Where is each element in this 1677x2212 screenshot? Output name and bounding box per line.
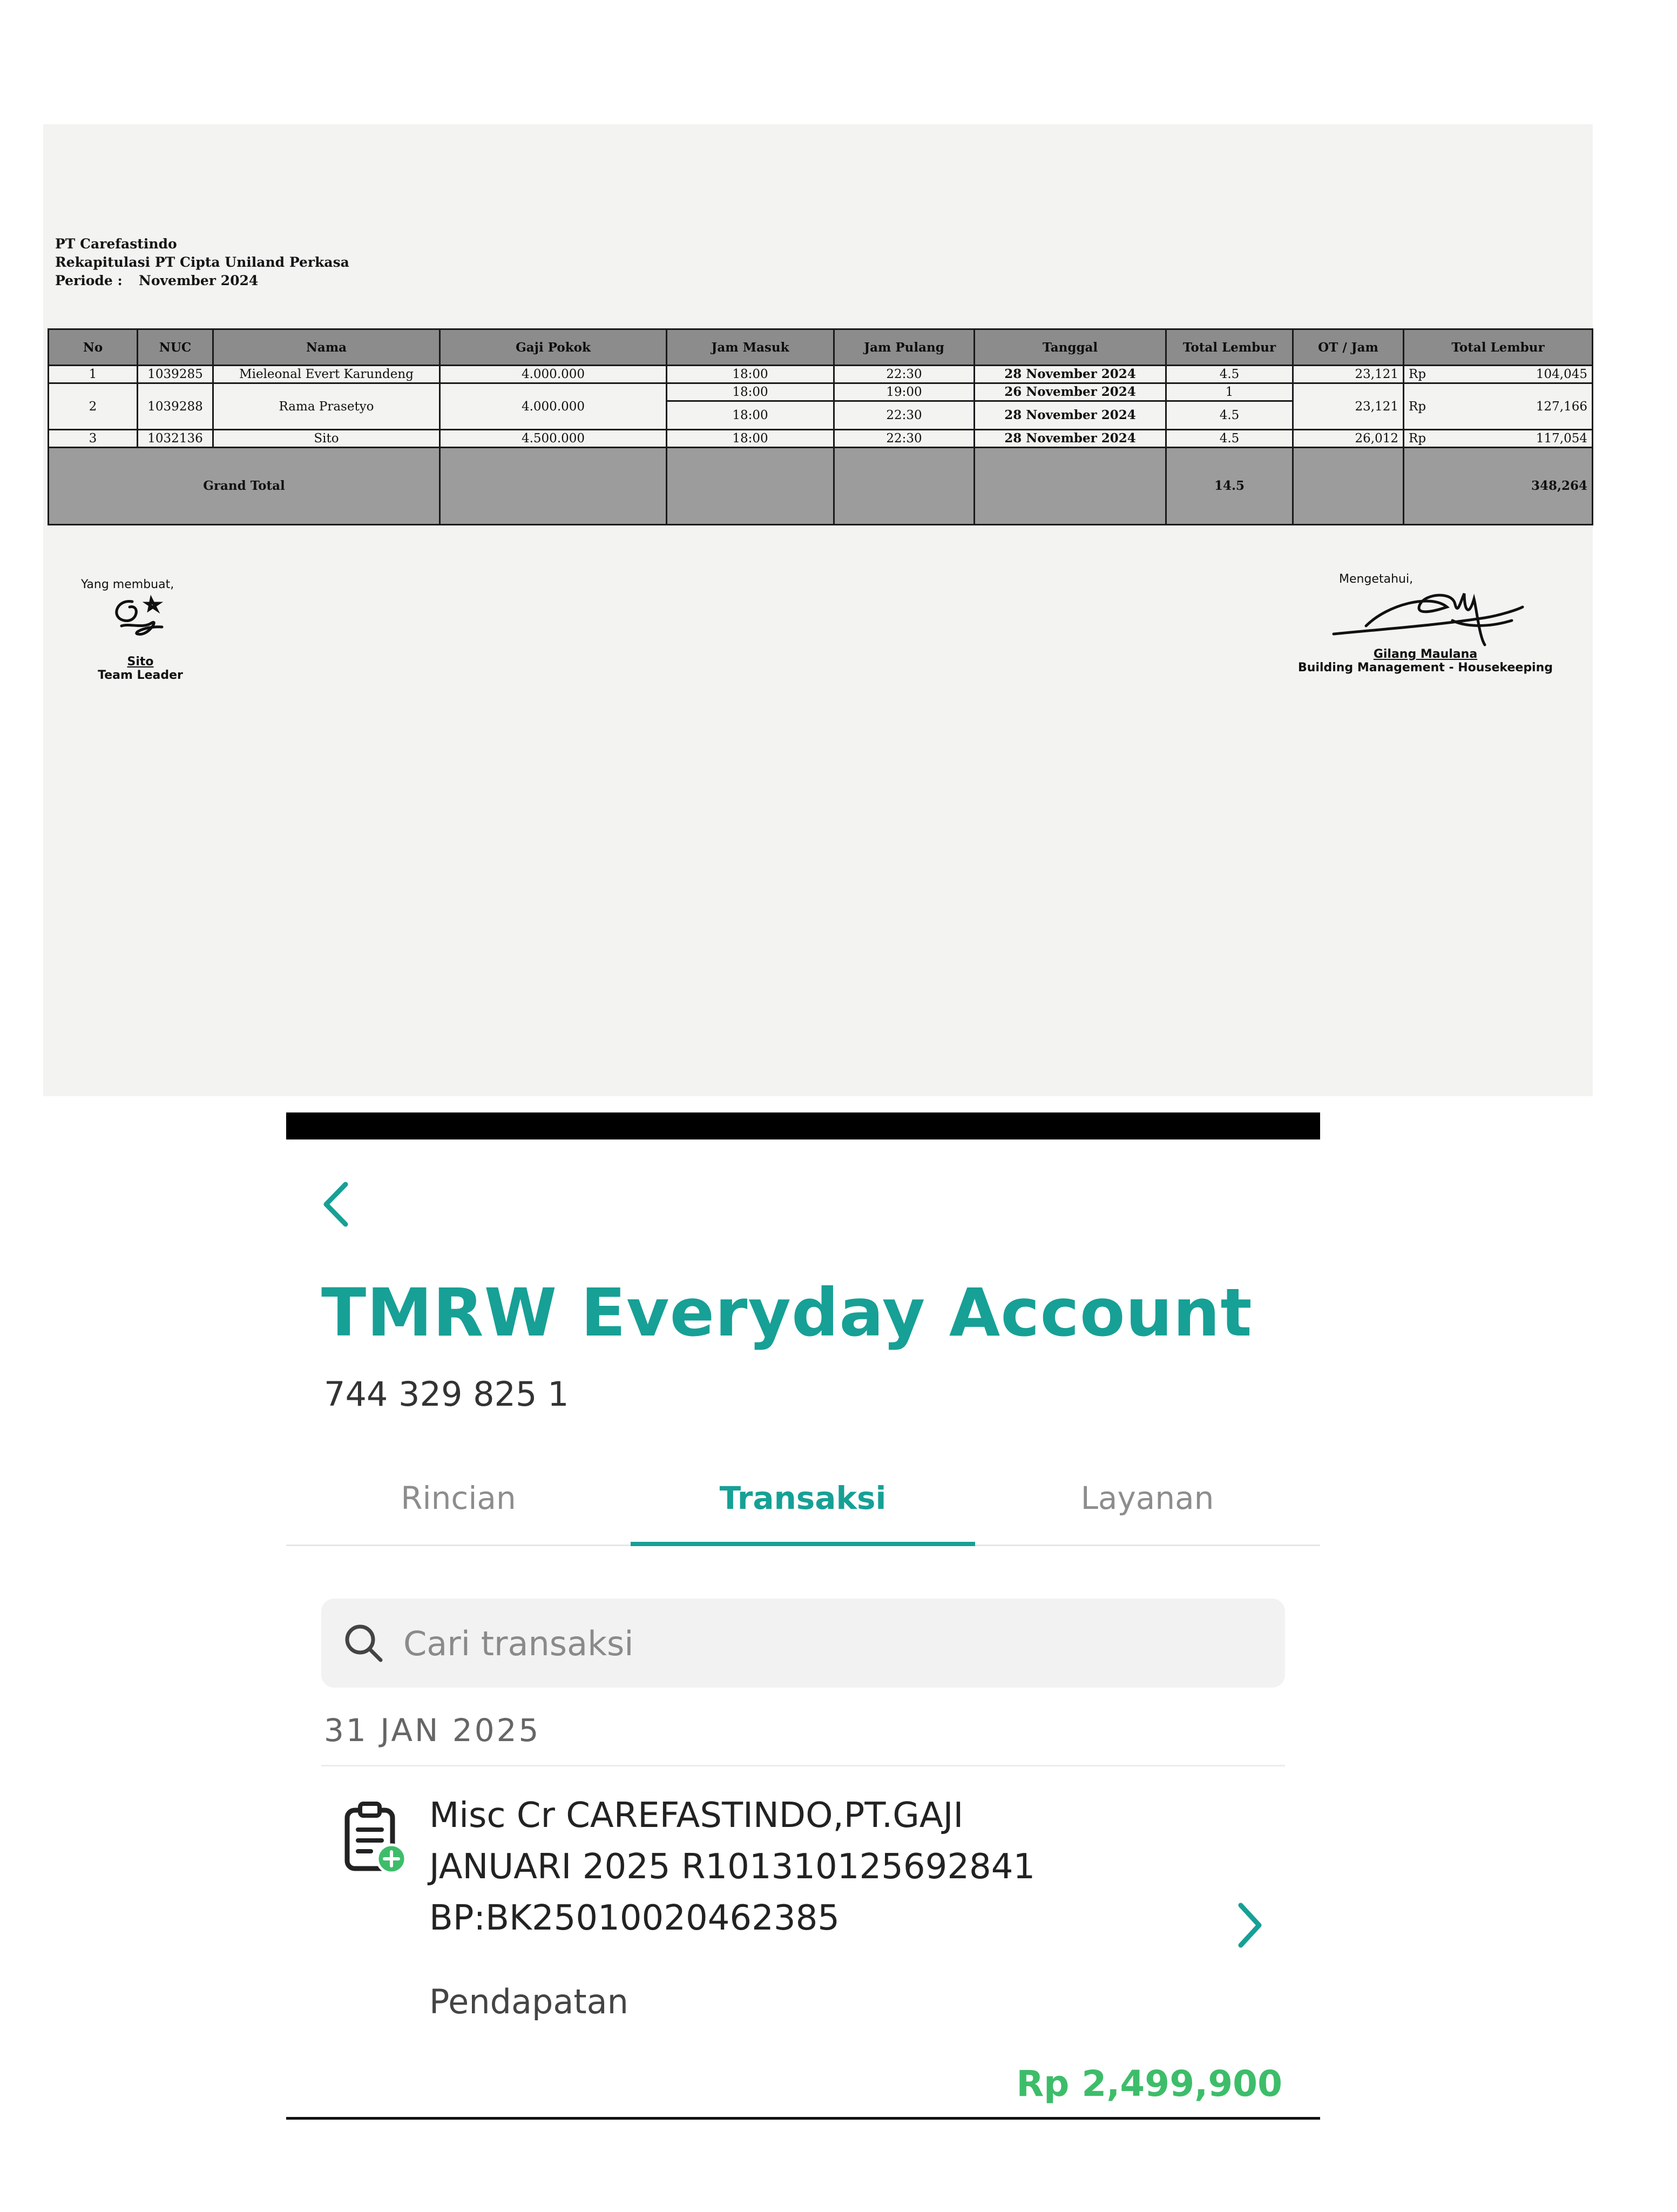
column-header: No	[49, 329, 138, 366]
cell-masuk: 18:00	[667, 383, 834, 401]
column-header: OT / Jam	[1293, 329, 1404, 366]
cell-gaji: 4.000.000	[440, 383, 667, 430]
cell-no: 1	[49, 366, 138, 383]
amount: 117,054	[1536, 431, 1587, 446]
grand-total-amount: 348,264	[1404, 448, 1593, 525]
signature-label: Mengetahui,	[1339, 572, 1414, 586]
period-label: Periode :	[55, 273, 123, 288]
cell-lembur: 4.5	[1166, 366, 1293, 383]
grand-empty-cell	[1293, 448, 1404, 525]
table-row	[49, 366, 1593, 383]
tab-rincian[interactable]: Rincian	[401, 1480, 516, 1516]
cell-total	[1404, 366, 1593, 383]
cell-nama: Rama Prasetyo	[213, 383, 440, 430]
amount: 104,045	[1536, 367, 1587, 381]
search-icon	[342, 1621, 385, 1664]
cell-total	[1404, 430, 1593, 448]
company-name: PT Carefastindo	[55, 236, 177, 252]
grand-empty-cell	[440, 448, 667, 525]
tab-bar	[286, 1469, 1320, 1546]
column-header: Tanggal	[975, 329, 1166, 366]
cell-tanggal: 28 November 2024	[975, 366, 1166, 383]
cell-nuc: 1039288	[138, 383, 213, 430]
signer-role: Building Management - Housekeeping	[1297, 661, 1553, 675]
description-line: Misc Cr CAREFASTINDO,PT.GAJI	[429, 1796, 964, 1836]
cell-total	[1404, 383, 1593, 430]
grand-empty-cell	[667, 448, 834, 525]
column-header: Total Lembur	[1166, 329, 1293, 366]
cell-pulang: 22:30	[834, 430, 975, 448]
grand-empty-cell	[975, 448, 1166, 525]
column-header: NUC	[138, 329, 213, 366]
cell-nuc: 1039285	[138, 366, 213, 383]
tab-transaksi[interactable]: Transaksi	[631, 1469, 975, 1545]
column-header: Jam Pulang	[834, 329, 975, 366]
description-line: JANUARI 2025 R101310125692841	[429, 1847, 1036, 1887]
column-header: Nama	[213, 329, 440, 366]
table-row	[49, 430, 1593, 448]
signer-name: Gilang Maulana	[1373, 648, 1478, 661]
column-header: Jam Masuk	[667, 329, 834, 366]
transaction-amount: Rp 2,499,900	[1016, 2063, 1282, 2105]
banking-app-screen	[286, 1112, 1320, 2122]
bottom-divider	[286, 2117, 1320, 2120]
transaction-category: Pendapatan	[429, 1982, 628, 2021]
column-header: Gaji Pokok	[440, 329, 667, 366]
signer-name: Sito	[127, 655, 154, 669]
cell-masuk: 18:00	[667, 401, 834, 430]
description-line: BP:BK25010020462385	[429, 1898, 840, 1938]
cell-nama: Mieleonal Evert Karundeng	[213, 366, 440, 383]
signature-label: Yang membuat,	[81, 578, 174, 591]
status-bar	[286, 1112, 1320, 1139]
cell-tanggal: 28 November 2024	[975, 430, 1166, 448]
period-value: November 2024	[139, 273, 259, 288]
document-header	[55, 235, 349, 290]
column-header: Total Lembur	[1404, 329, 1593, 366]
cell-lembur: 1	[1166, 383, 1293, 401]
signature-scribble-right	[1323, 588, 1528, 648]
amount: 127,166	[1536, 399, 1587, 414]
account-title: TMRW Everyday Account	[321, 1274, 1253, 1351]
cell-lembur: 4.5	[1166, 401, 1293, 430]
cell-no: 2	[49, 383, 138, 430]
overtime-table	[48, 328, 1593, 525]
table-row	[49, 383, 1593, 401]
transaction-item[interactable]	[286, 1769, 1320, 2105]
search-input[interactable]	[402, 1615, 1268, 1673]
account-number: 744 329 825 1	[324, 1374, 569, 1414]
cell-masuk: 18:00	[667, 430, 834, 448]
search-bar	[321, 1599, 1285, 1688]
document-subtitle: Rekapitulasi PT Cipta Uniland Perkasa	[55, 254, 349, 270]
scanned-document	[43, 124, 1593, 1096]
cell-masuk: 18:00	[667, 366, 834, 383]
grand-total-hours: 14.5	[1166, 448, 1293, 525]
cell-ot: 23,121	[1293, 383, 1404, 430]
currency: Rp	[1409, 367, 1426, 381]
signature-block-left	[81, 578, 200, 682]
chevron-right-icon	[1231, 1896, 1269, 1955]
cell-nama: Sito	[213, 430, 440, 448]
cell-lembur: 4.5	[1166, 430, 1293, 448]
tab-layanan[interactable]: Layanan	[1080, 1480, 1214, 1516]
cell-gaji: 4.500.000	[440, 430, 667, 448]
grand-total-row	[49, 448, 1593, 525]
cell-tanggal: 28 November 2024	[975, 401, 1166, 430]
date-header: 31 JAN 2025	[324, 1712, 541, 1749]
currency: Rp	[1409, 431, 1426, 446]
cell-ot: 23,121	[1293, 366, 1404, 383]
transaction-description	[429, 1790, 1131, 1944]
period-row	[55, 272, 349, 290]
signature-scribble-left	[100, 594, 181, 653]
back-chevron-icon	[312, 1175, 361, 1234]
cell-pulang: 22:30	[834, 401, 975, 430]
cell-pulang: 19:00	[834, 383, 975, 401]
grand-total-label: Grand Total	[49, 448, 440, 525]
cell-no: 3	[49, 430, 138, 448]
cell-gaji: 4.000.000	[440, 366, 667, 383]
cell-pulang: 22:30	[834, 366, 975, 383]
signer-role: Team Leader	[98, 669, 183, 682]
cell-tanggal: 26 November 2024	[975, 383, 1166, 401]
currency: Rp	[1409, 399, 1426, 414]
receipt-plus-icon	[332, 1798, 413, 1879]
divider	[321, 1765, 1285, 1766]
grand-empty-cell	[834, 448, 975, 525]
cell-nuc: 1032136	[138, 430, 213, 448]
signature-block-right	[1285, 572, 1566, 675]
back-button[interactable]	[312, 1175, 361, 1234]
table-header-row	[49, 329, 1593, 366]
cell-ot: 26,012	[1293, 430, 1404, 448]
